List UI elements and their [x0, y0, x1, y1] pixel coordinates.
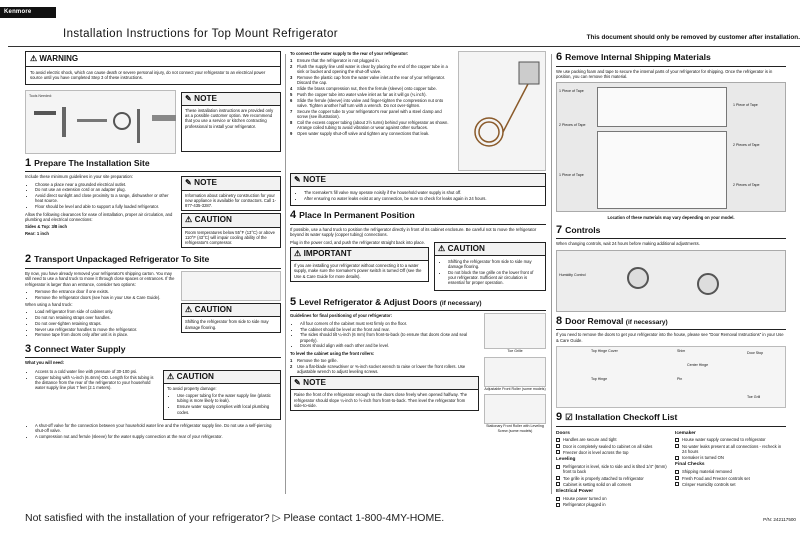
section-3-title: 3 Connect Water Supply: [25, 343, 281, 359]
column-right: 6 Remove Internal Shipping Materials We use packing foam and tape to secure the internal parts of your refrigerator for shipping. Once the refrigerator is in position, you can remove this material. 1 Piece of Tape 2 Pieces of Tape 1 Piece of Tape 2 Pieces of Tape 1 Piece of Tape 2 Pieces of Tape Location of these materials may vary depending on your model. 7 Controls When changing controls, wait 24 hours before making additional adjustments. Humidity Control 8 Door Removal (if necessary) If you need to remove the doors to get your refrigerator into the house, please see "Door Removal Instructions" in your Use & Care Guide. Top Hinge Cover Top Hinge Shim Center Hinge Pin Door Stop Toe Grill 9 ☑ Installation Checkoff List Doors Handles are secure and tight Door is completely sealed to cabinet on all sides Freezer door is level across the top Leveling Refrigerator is level, side to side and is tilted 1/4" (6mm) front to back Toe grille is properly attached to refrigerator Cabinet is setting solid on all corners Electrical Power House power turned on Refrigerator plugged in Icemaker House water supply connected to refrigerator No water leaks present at all connections - recheck in 24 hours Icemaker is turned ON Final Checks Shipping material removed Fresh Food and Freezer controls set Crisper Humidity controls set: [556, 51, 786, 509]
note-icon: ✎: [294, 378, 301, 388]
section-2-title: 2 Transport Unpackaged Refrigerator To Site: [25, 253, 281, 269]
materials-caption: Location of these materials may vary depending on your model.: [607, 215, 735, 221]
section-3-caution: ⚠ CAUTION To avoid property damage: • Use copper tubing for the water supply line (plastic tubing is more likely to leak). • Ensure water supply complies with local plumbing codes.: [163, 370, 281, 420]
caution-icon: ⚠: [185, 305, 193, 314]
column-divider: [551, 54, 552, 494]
footer-contact: Not satisfied with the installation of your refrigerator? ▷ Please contact 1-800-4MY-HOME.: [25, 512, 445, 524]
checklist-item[interactable]: Fresh Food and Freezer controls set: [675, 476, 786, 481]
section-4-caution: ⚠ CAUTION • Shifting the refrigerator from side to side may damage flooring. • Do not block the toe grille on the lower front of your refrigerator. Sufficient air circulation is essential for proper operation.: [434, 242, 546, 291]
tools-illustration: [25, 90, 176, 154]
section-5-note: ✎ NOTE Raise the front of the refrigerator enough so the doors close freely when opened halfway. The refrigerator should slope ¼-inch to ½-inch from front-to-back. Then level the refrigerator from side-to-side.: [290, 376, 479, 411]
fridge-interior-photo: 1 Piece of Tape 2 Pieces of Tape 1 Piece of Tape 2 Pieces of Tape 1 Piece of Tape 2 Pieces of Tape: [556, 82, 786, 212]
controls-photo: Humidity Control: [556, 250, 786, 312]
checklist-item[interactable]: Shipping material removed: [675, 469, 786, 474]
note-icon: ✎: [294, 175, 301, 184]
hand-truck-illustration: [181, 271, 281, 301]
checklist-item[interactable]: Door is completely sealed to cabinet on all sides: [556, 444, 667, 449]
note-icon: ✎: [185, 178, 192, 188]
tools-row: [25, 90, 281, 154]
column-left: ⚠ WARNING To avoid electric shock, which can cause death or severe personal injury, do not connect your refrigerator to an electrical power source until you have completed Step 3 of these instructions. Tools Needed: ✎ NOTE These installation instructions are provided only as a possible customer option. We recommend that you use a service or kitchen contracting professional to install your refrigerator. 1 Prepare The Installation Site Include these minimum guidelines in your site preparation: • Choose a place near a grounded electrical outlet. • Do not use an extension cord or an adapter plug. • Avoid direct sunlight and close proximity to a range, dishwasher or other heat source. • Floor should be level and able to support a fully loaded refrigerator. Allow the following clearances for ease of installation, proper air circulation, and plumbing and electrical connections: Sides & Top: 3/8 inch Rear: 1 inch ✎ NOTE Information about cabinetry construction for your new appliance is available for contractors. Call 1-877-435-3287. ⚠ CAUTION Room temperatures below 55°F (13°C) or above 110°F (43°C) will impair cooling ability of the refrigerator's compressor. 2 Transport Unpackaged Refrigerator To Site By now, you have already removed your refrigerator's shipping carton. You may still need to use a hand truck to move it through close spaces or entrances. If the refrigerator is larger than an entrance, consider two options: • Remove the entrance door if one exists. • Remove the refrigerator doors (see how in your Use & Care Guide). When using a hand truck: • Load refrigerator from side of cabinet only. • Do not run retaining straps over handles. • Do not over-tighten retaining straps. • Never use refrigerator handles to move the refrigerator. • Remove tape from doors only after unit is in place. ⚠ CAUTION Shifting the refrigerator from side to side may damage flooring. 3 Connect Water Supply What you will need: • Access to a cold water line with pressure of 30-100 psi. • Copper tubing with ¼-inch (6.4mm) OD. Length for this tubing is the distance from the rear of the refrigerator to your household water supply line plus 7 feet (2.1 meters). ⚠ CAUTION To avoid property damage: • Use copper tubing for the water supply line (plastic tubing is more likely to leak). • Ensure water supply complies with local plumbing codes. • A shut-off valve for the connection between your household water line and the refrigerator supply line. Do not use a self-piercing shut-off valve. • A compression nut and ferrule (sleeve) for the water supply connection at the rear of your refrigerator.: [25, 51, 281, 441]
leveling-screw-illustration: [484, 394, 546, 424]
caution-icon: ⚠: [438, 243, 446, 253]
checklist-item[interactable]: Toe grille is properly attached to refrigerator: [556, 476, 667, 481]
toe-grille-illustration: [484, 313, 546, 349]
tools-icon: [32, 101, 182, 151]
warning-icon: ⚠: [30, 54, 38, 63]
section-7-title: 7 Controls: [556, 224, 786, 240]
section-2-caution: ⚠ CAUTION Shifting the refrigerator from side to side may damage flooring.: [181, 303, 281, 333]
important-icon: ⚠: [294, 248, 302, 258]
removal-notice: This document should only be removed by customer after installation.: [586, 34, 800, 41]
note-icon: ✎: [185, 93, 192, 103]
checklist-item[interactable]: No water leaks present at all connections - recheck in 24 hours: [675, 444, 786, 455]
header: [0, 0, 808, 46]
checklist-item[interactable]: Refrigerator is level, side to side and is tilted 1/4" (6mm) front to back: [556, 464, 667, 475]
site-guidelines: • Choose a place near a grounded electrical outlet. • Do not use an extension cord or an adapter plug. • Avoid direct sunlight and close proximity to a range, dishwasher or other heat source. • Floor should be level and able to support a fully loaded refrigerator.: [35, 182, 176, 210]
column-middle: To connect the water supply to the rear of your refrigerator: 1 Ensure that the refrigerator is not plugged in. 2 Flush the supply line until water is clear by placing the end of the copper tube in a sink or bucket and opening the shut-off valve. 3 Remove the plastic cap from the water valve inlet at the rear of your refrigerator. Discard the cap. 4 Slide the brass compression nut, then the ferrule (sleeve) onto copper tube. 5 Push the copper tube into water valve inlet as far as it will go (¼ inch). 6 Slide the ferrule (sleeve) into valve and finger-tighten the compression nut onto valve. Tighten another half turn with a wrench. Do not over-tighten. 7 Secure the copper tube to your refrigerator's rear panel with a steel clamp and screw (see illustration). 8 Coil the excess copper tubing (about 2½ turns) behind your refrigerator as shown. Arrange coiled tubing to avoid vibration or wear against other surfaces. 9 Open water supply shut-off valve and tighten any connections that leak. ✎ NOTE • The Icemaker's fill valve may operate noisily if the household water supply is shut off. • After ensuring no water leaks exist at any connection, be sure to check for leaks again in 24 hours. 4 Place In Permanent Position If possible, use a hand truck to position the refrigerator directly in front of its cabinet enclosure. Be careful not to move the refrigerator beyond its water supply (copper tubing) connections. Plug in the power cord, and push the refrigerator straight back into place. ⚠ IMPORTANT If you are installing your refrigerator without connecting it to a water supply, make sure the Icemaker's power switch is turned Off (see the Use & Care Guide for more details). ⚠ CAUTION • Shifting the refrigerator from side to side may damage flooring. • Do not block the toe grille on the lower front of your refrigerator. Sufficient air circulation is essential for proper operation. 5 Level Refrigerator & Adjust Doors (if necessary) Guidelines for final positioning of your refrigerator: • All four corners of the cabinet must rest firmly on the floor. • The cabinet should be level at the front and rear. • The sides should tilt ¼-inch (6 mm) from front-to-back (to ensure that doors close and seal properly). • Doors should align with each other and be level. To level the cabinet using the front rollers: 1 Remove the toe grille. 2 Use a flat-blade screwdriver or ⅜-inch socket wrench to raise or lower the front rollers. Use adjustable wrench to adjust leveling screws. ✎ NOTE Raise the front of the refrigerator enough so the doors close freely when opened halfway. The refrigerator should slope ¼-inch to ½-inch from front-to-back. Then level the refrigerator from side-to-side. Toe Grille Adjustable Front Roller (some models) Stationary Front Roller with Leveling Screw (some models): [290, 51, 546, 435]
section-4-title: 4 Place In Permanent Position: [290, 209, 546, 225]
section-1-caution: ⚠ CAUTION Room temperatures below 55°F (13°C) or above 110°F (43°C) will impair cooling ability of the refrigerator's compressor.: [181, 213, 281, 248]
front-roller-illustration: [484, 357, 546, 387]
freezer-compartment: [597, 87, 727, 127]
fresh-food-compartment: [597, 131, 727, 209]
tools-note: ✎ NOTE These installation instructions are provided only as a possible customer option. We recommend that you use a service or kitchen contracting professional to install your refrigerator.: [181, 92, 281, 152]
checklist-item[interactable]: Freezer door is level across the top: [556, 450, 667, 455]
fresh-food-control-dial[interactable]: [697, 273, 719, 295]
water-steps: 1 Ensure that the refrigerator is not plugged in. 2 Flush the supply line until water is clear by placing the end of the copper tube in a sink or bucket and opening the shut-off valve. 3 Remove the plastic cap from the water valve inlet at the rear of your refrigerator. Discard the cap. 4 Slide the brass compression nut, then the ferrule (sleeve) onto copper tube. 5 Push the copper tube into water valve inlet as far as it will go (¼ inch). 6 Slide the ferrule (sleeve) into valve and finger-tighten the compression nut onto valve. Tighten another half turn with a wrench. Do not over-tighten. 7 Secure the copper tube to your refrigerator's rear panel with a steel clamp and screw (see illustration). 8 Coil the excess copper tubing (about 2½ turns) behind your refrigerator as shown. Arrange coiled tubing to avoid vibration or wear against other surfaces. 9 Open water supply shut-off valve and tighten any connections that leak.: [290, 58, 449, 136]
checklist-item[interactable]: Icemaker is turned ON: [675, 455, 786, 460]
important-callout: ⚠ IMPORTANT If you are installing your refrigerator without connecting it to a water supply, make sure the Icemaker's power switch is turned Off (see the Use & Care Guide for more details).: [290, 247, 429, 282]
caution-icon: ⚠: [185, 215, 193, 225]
door-removal-illustration: Top Hinge Cover Top Hinge Shim Center Hinge Pin Door Stop Toe Grill: [556, 346, 786, 408]
caution-icon: ⚠: [167, 371, 175, 381]
warning-box: [25, 51, 281, 85]
checklist-item[interactable]: Cabinet is setting solid on all corners: [556, 482, 667, 487]
section-6-title: 6 Remove Internal Shipping Materials: [556, 51, 786, 67]
checklist-item[interactable]: Handles are secure and tight: [556, 437, 667, 442]
section-8-title: 8 Door Removal (if necessary): [556, 315, 786, 331]
checklist-item[interactable]: House power turned on: [556, 496, 667, 501]
header-divider: [8, 46, 800, 47]
checklist-item[interactable]: Refrigerator plugged in: [556, 502, 667, 507]
water-note: ✎ NOTE • The Icemaker's fill valve may operate noisily if the household water supply is shut off. • After ensuring no water leaks exist at any connection, be sure to check for leaks again in 24 hours.: [290, 173, 546, 206]
water-connection-illustration: [458, 51, 546, 171]
copper-coil-icon: [459, 52, 545, 170]
section-1-title: 1 Prepare The Installation Site: [25, 157, 281, 173]
checklist-item[interactable]: Crisper Humidity controls set: [675, 482, 786, 487]
section-5-title: 5 Level Refrigerator & Adjust Doors (if necessary): [290, 296, 546, 312]
checkbox-icon: ☑: [565, 411, 576, 422]
section-9-title: 9 ☑ Installation Checkoff List: [556, 411, 786, 427]
page-title: Installation Instructions for Top Mount Refrigerator: [63, 28, 338, 40]
checklist-item[interactable]: House water supply connected to refrigerator: [675, 437, 786, 442]
part-number: P/N: 242117500: [763, 517, 796, 522]
column-divider: [285, 54, 286, 494]
freezer-control-dial[interactable]: [627, 267, 649, 289]
section-1-note: ✎ NOTE Information about cabinetry construction for your new appliance is available for contractors. Call 1-877-435-3287.: [181, 176, 281, 211]
tools-label: Tools Needed:: [29, 93, 52, 98]
warning-heading: WARNING: [39, 54, 79, 63]
warning-text: To avoid electric shock, which can cause death or severe personal injury, do not connect your refrigerator to an electrical power source until you have completed Step 3 of these instructions.: [30, 70, 266, 81]
checkoff-list: Doors Handles are secure and tight Door is completely sealed to cabinet on all sides Freezer door is level across the top Leveling Refrigerator is level, side to side and is tilted 1/4" (6mm) front to back Toe grille is properly attached to refrigerator Cabinet is setting solid on all corners Electrical Power House power turned on Refrigerator plugged in Icemaker House water supply connected to refrigerator No water leaks present at all connections - recheck in 24 hours Icemaker is turned ON Final Checks Shipping material removed Fresh Food and Freezer controls set Crisper Humidity controls set: [556, 429, 786, 509]
brand-logo: Kenmore: [0, 7, 56, 18]
